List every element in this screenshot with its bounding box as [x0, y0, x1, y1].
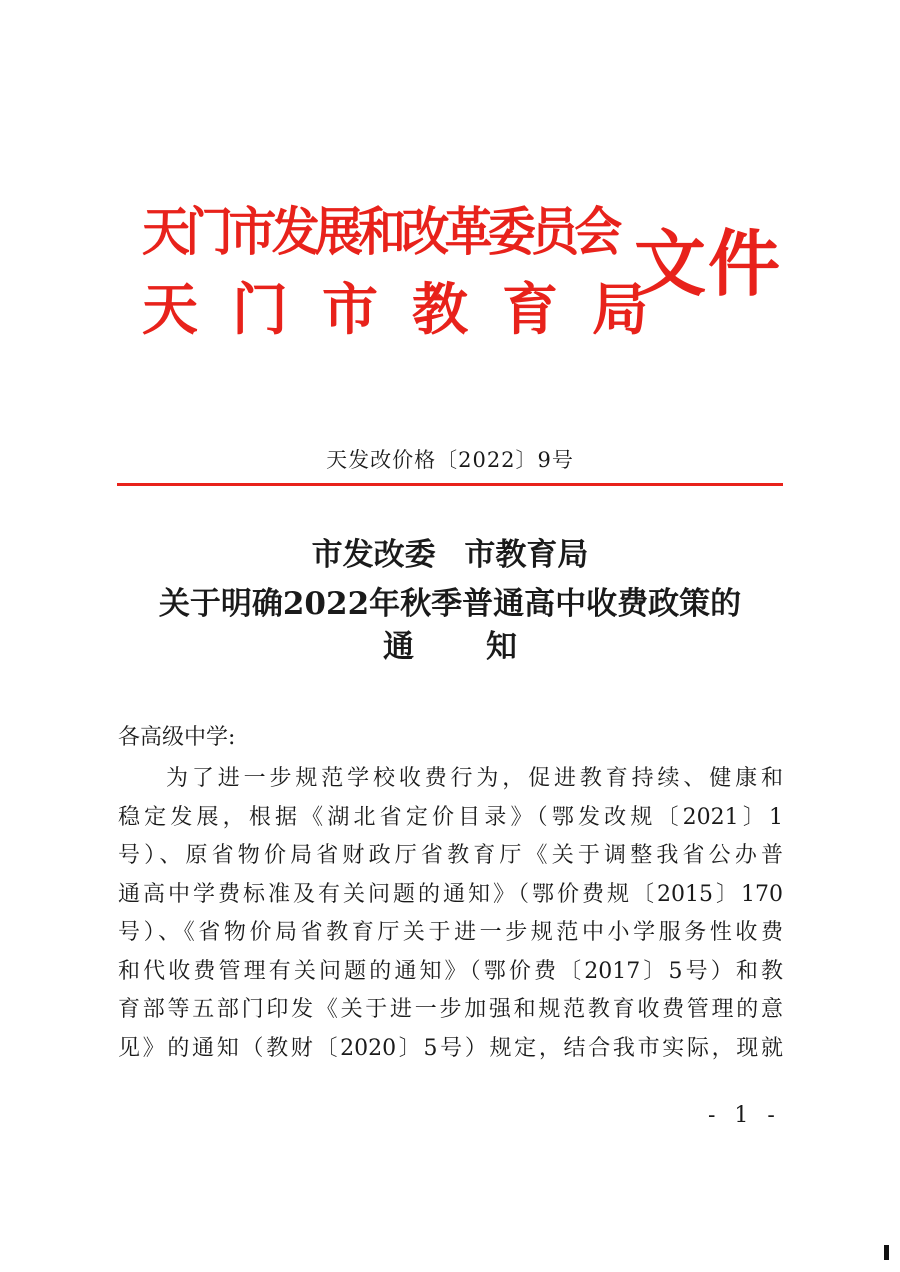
- body-line: 见》的通知（教财〔2020〕5号）规定，结合我市实际，现就: [118, 1035, 783, 1061]
- title-line1: 市发改委 市教育局: [311, 537, 589, 573]
- body-line: 育部等五部门印发《关于进一步加强和规范教育收费管理的意: [118, 997, 783, 1022]
- body-line: 号）、原省物价局省财政厅省教育厅《关于调整我省公办普: [118, 843, 783, 868]
- red-divider-line: [117, 483, 783, 486]
- page-number: - 1 -: [708, 1103, 781, 1128]
- title-line2: 关于明确2022年秋季普通高中收费政策的: [158, 586, 742, 622]
- salutation: 各高级中学:: [118, 725, 236, 750]
- document-type-label: 文件: [634, 222, 783, 306]
- issuing-org-line2: 天门市教育局: [142, 278, 682, 343]
- document-number: 天发改价格〔2022〕9号: [326, 448, 574, 472]
- title-line3: 通知: [383, 629, 589, 665]
- scan-mark: [884, 1245, 889, 1260]
- body-line: 通高中学费标准及有关问题的通知》（鄂价费规〔2015〕170: [118, 881, 783, 907]
- body-line: 号）、《省物价局省教育厅关于进一步规范中小学服务性收费: [118, 920, 783, 945]
- body-line: 为了进一步规范学校收费行为，促进教育持续、健康和: [166, 766, 783, 791]
- issuing-org-line1: 天门市发展和改革委员会: [142, 203, 618, 263]
- body-line: 稳定发展，根据《湖北省定价目录》（鄂发改规〔2021〕1: [118, 804, 783, 830]
- body-line: 和代收费管理有关问题的通知》（鄂价费〔2017〕5号）和教: [118, 958, 783, 984]
- body-text: [118, 760, 783, 1068]
